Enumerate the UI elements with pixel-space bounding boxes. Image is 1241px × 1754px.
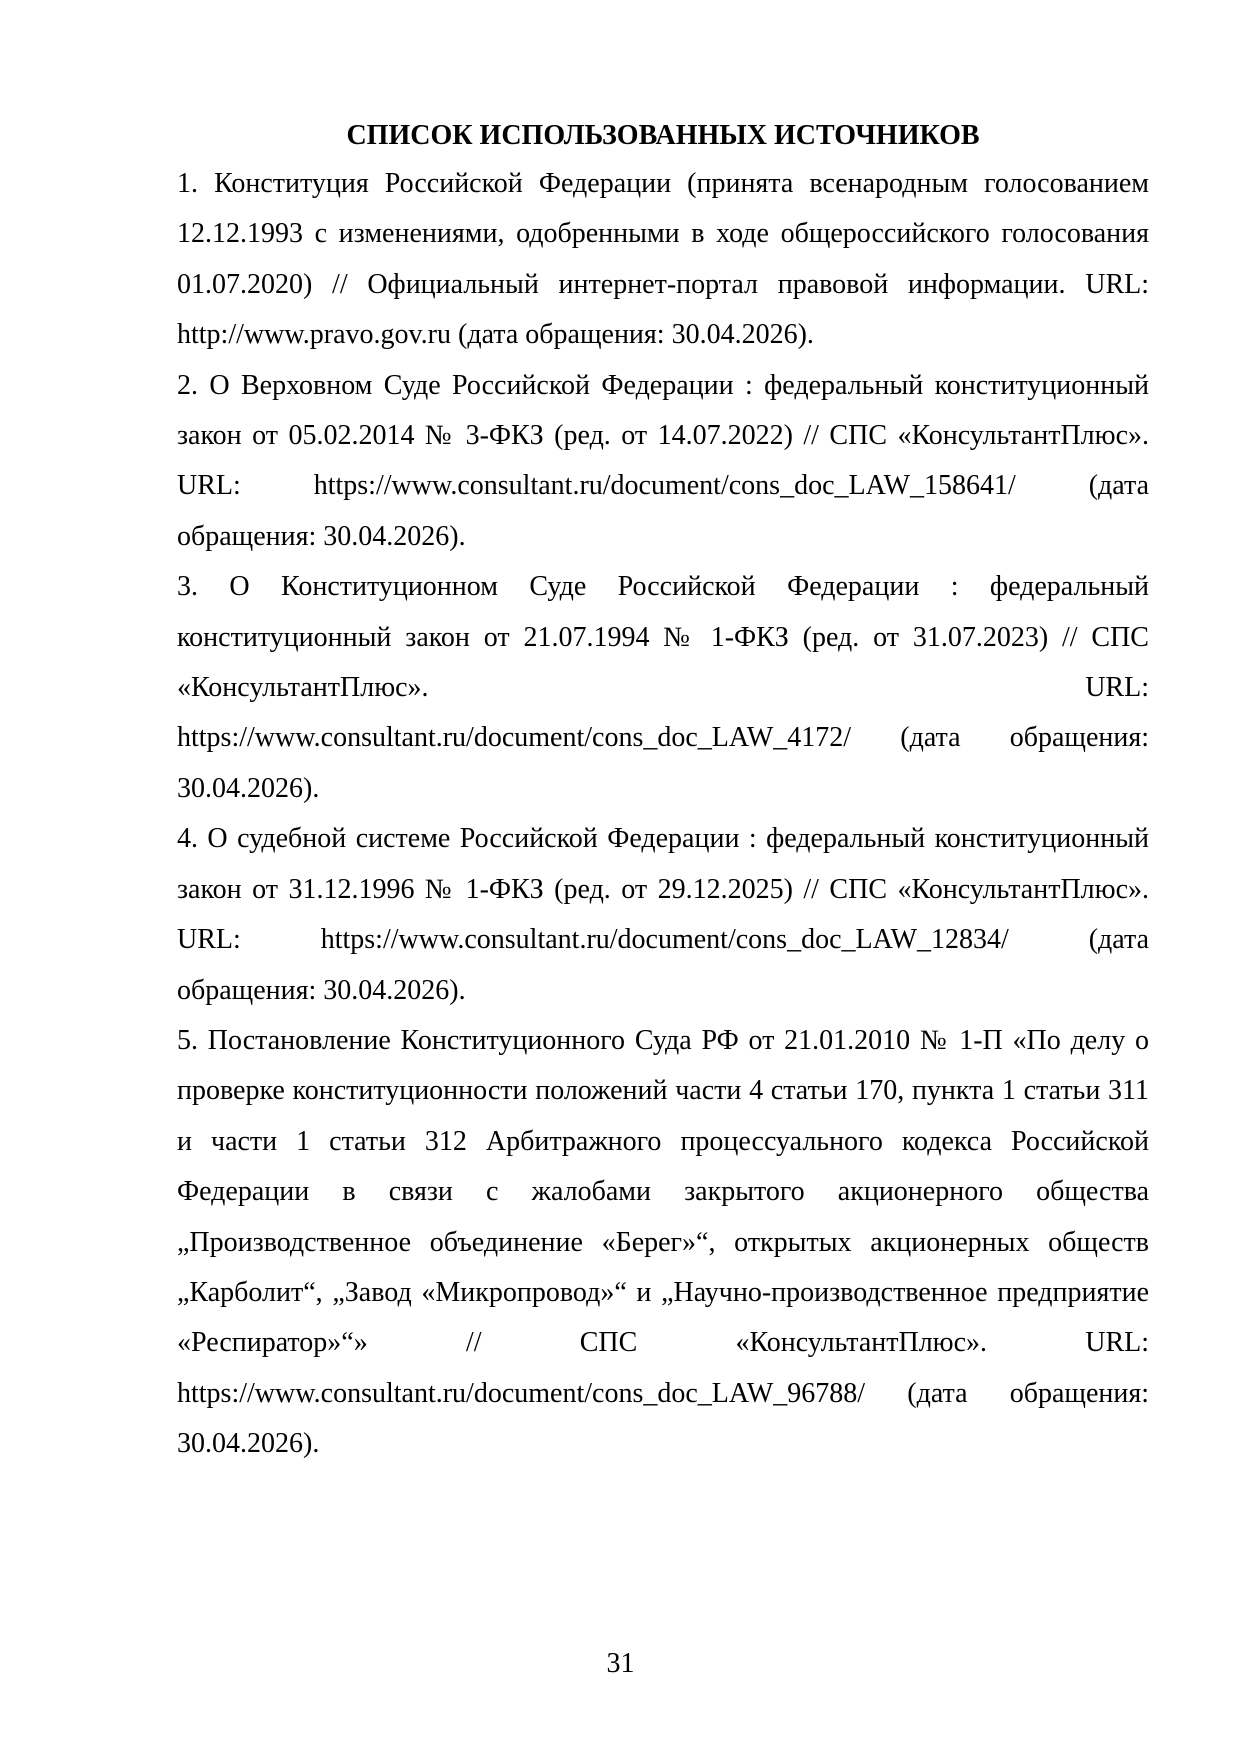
source-item-1: 1. Конституция Российской Федерации (принята всенародным голосованием 12.12.1993 с изменениями, одобренными в ходе общероссийского голосования 01.07.2020) // Официальный интернет-портал правовой информации. URL: http://www.pravo.gov.ru (дата обращения: 30.04.2026). — [177, 168, 1149, 351]
source-item-5: 5. Постановление Конституционного Суда РФ от 21.01.2010 № 1-П «По делу о проверке конституционности положений части 4 статьи 170, пункта 1 статьи 311 и части 1 статьи 312 Арбитражного процессуального кодекса Российской Федерации в связи с жалобами закрытого акционерного общества „Производственное объединение «Берег»“, открытых акционерных обществ „Карболит“, „Завод «Микропровод»“ и „Научно-производственное предприятие «Респиратор»“» // СПС «КонсультантПлюс». URL: https://www.consultant.ru/document/cons_doc_LAW_96788/ (дата обращения: 30.04.2026). — [177, 1024, 1149, 1460]
source-item-4: 4. О судебной системе Российской Федерации : федеральный конституционный закон от 31.12.1996 № 1-ФКЗ (ред. от 29.12.2025) // СПС «КонсультантПлюс». URL: https://www.consultant.ru/document/cons_doc_LAW_12834/ (дата обращения: 30.04.2026). — [177, 823, 1149, 1006]
source-item-3: 3. О Конституционном Суде Российской Федерации : федеральный конституционный закон от 21.07.1994 № 1-ФКЗ (ред. от 31.07.2023) // СПС «КонсультантПлюс». URL: https://www.consultant.ru/document/cons_doc_LAW_4172/ (дата обращения: 30.04.2026). — [177, 571, 1149, 804]
page-title: СПИСОК ИСПОЛЬЗОВАННЫХ ИСТОЧНИКОВ — [346, 120, 980, 151]
page-number: 31 — [606, 1648, 635, 1679]
sources-list — [177, 159, 1149, 1470]
source-item-2: 2. О Верховном Суде Российской Федерации : федеральный конституционный закон от 05.02.2014 № 3-ФКЗ (ред. от 14.07.2022) // СПС «КонсультантПлюс». URL: https://www.consultant.ru/document/cons_doc_LAW_158641/ (дата обращения: 30.04.2026). — [177, 369, 1149, 552]
